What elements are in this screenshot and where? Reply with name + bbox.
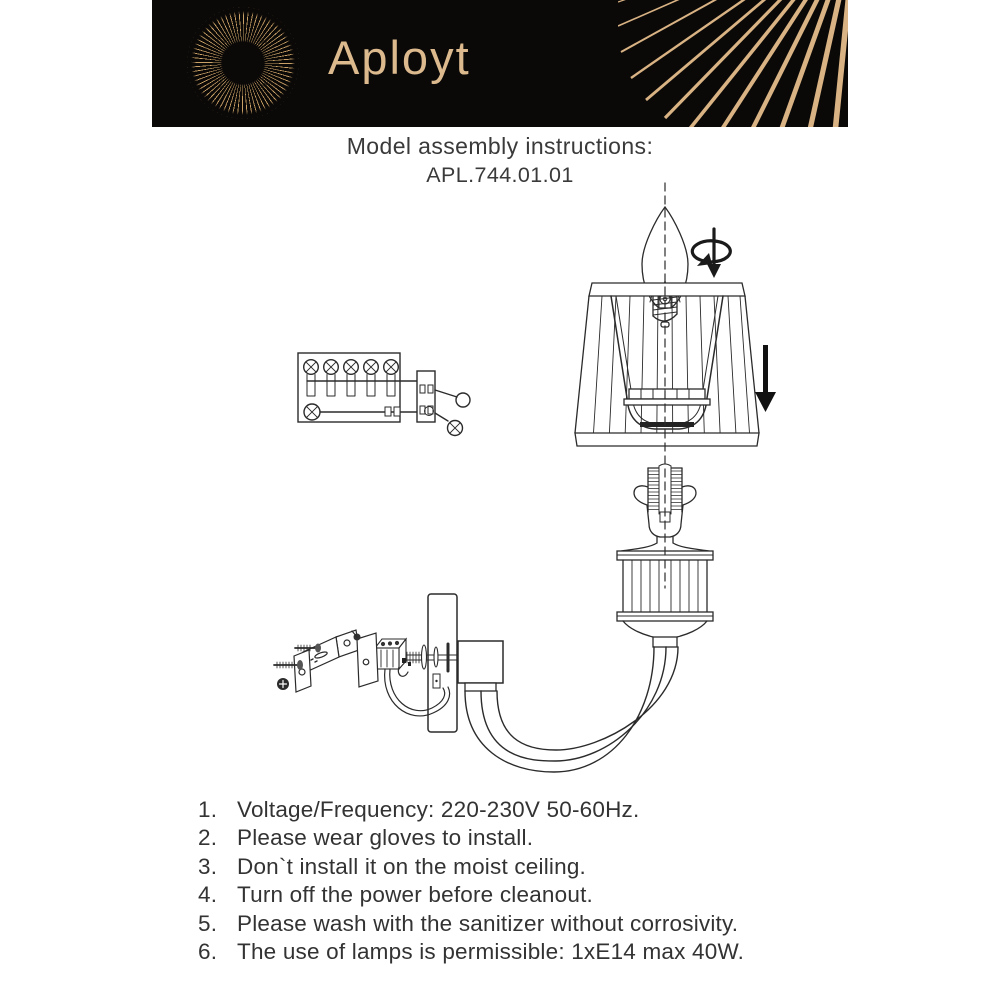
wall-plate	[428, 594, 457, 732]
instruction-item	[198, 881, 744, 909]
arm-housing	[458, 641, 503, 691]
instruction-text: The use of lamps is permissible: 1xE14 max 40W.	[237, 939, 745, 965]
instruction-number: 6.	[198, 939, 218, 965]
instruction-item	[198, 796, 744, 824]
instruction-text: Please wash with the sanitizer without corrosivity.	[237, 910, 739, 936]
mounting-bracket	[294, 630, 359, 692]
instruction-number: 1.	[198, 797, 218, 822]
wiring-schematic	[298, 353, 470, 436]
instruction-list	[198, 796, 744, 966]
model-code: APL.744.01.01	[426, 163, 574, 187]
page-title: Model assembly instructions:	[346, 133, 654, 159]
instruction-number: 4.	[198, 882, 218, 908]
instruction-number: 3.	[198, 853, 218, 879]
instruction-item	[198, 853, 744, 881]
instruction-text: Please wear gloves to install.	[237, 825, 534, 851]
instruction-text: Don`t install it on the moist ceiling.	[237, 853, 587, 879]
instruction-item	[198, 910, 744, 938]
small-plate	[352, 631, 378, 687]
instruction-item	[198, 824, 744, 852]
instruction-number: 2.	[198, 825, 218, 851]
instruction-text: Turn off the power before cleanout.	[237, 882, 593, 908]
instruction-text: Voltage/Frequency: 220-230V 50-60Hz.	[237, 797, 640, 822]
terminal-symbol	[417, 371, 435, 422]
rotation-arrow-icon	[692, 229, 730, 278]
brand-wordmark: Aployt	[328, 31, 471, 84]
instruction-number: 5.	[198, 910, 218, 936]
instruction-item	[198, 938, 744, 966]
terminal-block	[375, 639, 411, 669]
down-arrow-icon	[755, 345, 776, 412]
